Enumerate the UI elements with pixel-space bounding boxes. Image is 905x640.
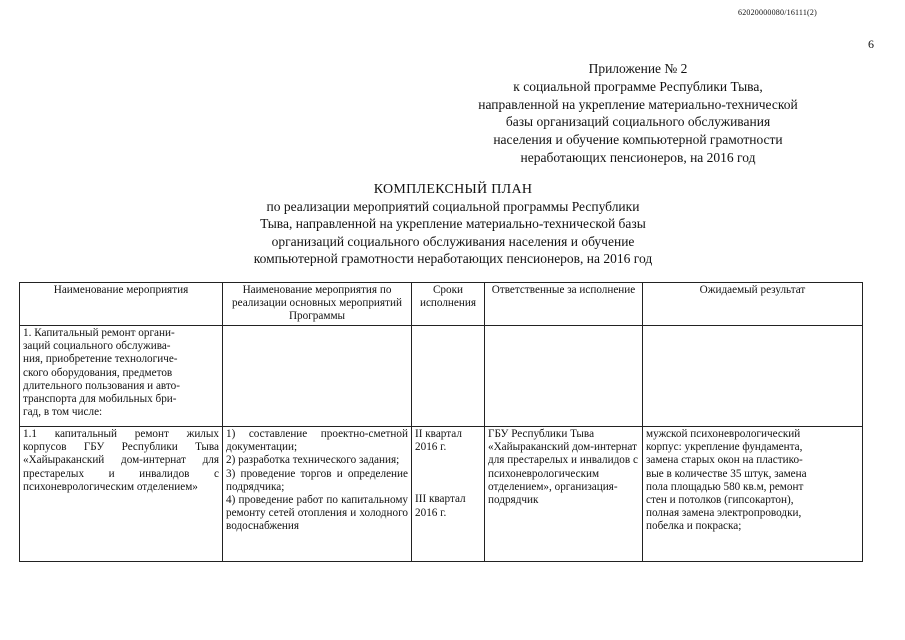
result-line: замена старых окон на пластико- [646,454,803,467]
plan-subtitle-line: по реализации мероприятий социальной программы Республики [266,199,640,215]
action-item: 3) проведение торгов и определение подрядчика; [226,467,408,493]
appendix-line: базы организаций социального обслуживания [505,114,771,130]
appendix-line: неработающих пенсионеров, на 2016 год [520,149,756,165]
section-cell [20,326,223,427]
column-header: Сроки исполнения [412,283,485,326]
row-result-cell [643,427,863,562]
column-header: Наименование мероприятия по реализации основных мероприятий Программы [223,283,412,326]
section-line: заций социального обслужива- [23,340,171,353]
action-item: 2) разработка технического задания; [226,454,400,467]
action-item: 4) проведение работ по капитальному ремонту сетей отопления и холодного водоснабжения [226,494,408,533]
table-cell [643,326,863,427]
term-item: III квартал 2016 г. [415,493,466,519]
term-item: II квартал 2016 г. [415,428,462,454]
table-row [20,326,863,427]
column-header: Ответственные за исполнение [485,283,643,326]
column-header: Наименование мероприятия [20,283,223,326]
section-line: длительного пользования и авто- [23,379,180,392]
table-cell [412,326,485,427]
plan-subtitle-line: Тыва, направленной на укрепление материально-технической базы [260,216,646,232]
table-cell [223,326,412,427]
row-name-cell: 1.1 капитальный ремонт жилых корпусов ГБУ Республики Тыва «Хайыраканский дом-интернат для престарелых и инвалидов с психоневрологическим отделением» [20,427,223,562]
appendix-line: населения и обучение компьютерной грамотности [493,132,783,148]
result-line: корпус: укрепление фундамента, [646,441,803,454]
plan-subtitle-line: компьютерной грамотности неработающих пенсионеров, на 2016 год [253,250,653,266]
table-row [20,427,863,562]
appendix-line: Приложение № 2 [588,61,688,76]
column-header: Ожидаемый результат [643,283,863,326]
row-actions-cell [223,427,412,562]
plan-subtitle-line: организаций социального обслуживания населения и обучение [271,233,635,249]
plan-title: КОМПЛЕКСНЫЙ ПЛАН [373,182,533,197]
table-header-row [20,283,863,326]
appendix-line: направленной на укрепление материально-технической [478,96,798,112]
table-cell [485,326,643,427]
row-terms-cell [412,427,485,562]
plan-heading [203,181,703,267]
section-line: транспорта для мобильных бри- [23,393,177,406]
appendix-line: к социальной программе Республики Тыва, [513,78,763,94]
plan-table [19,282,863,562]
result-line: стен и потолков (гипсокартон), [646,494,794,507]
appendix-heading [428,60,848,167]
section-line: ского оборудования, предметов [23,366,173,379]
section-line: 1. Капитальный ремонт органи- [23,327,175,339]
document-id: 62020000080/16111(2) [738,8,817,17]
result-line: полная замена электропроводки, [646,507,802,520]
page-number: 6 [868,37,874,51]
action-item: 1) составление проектно-сметной документации; [226,428,408,454]
row-responsible-cell: ГБУ Республики Тыва «Хайыраканский дом-интернат для престарелых и инвалидов с психоневрологическим отделением», организация-подрядчик [485,427,643,562]
result-line: мужской психоневрологический [646,428,801,440]
result-line: вые в количестве 35 штук, замена [646,467,807,480]
result-line: побелка и покраска; [646,520,742,533]
result-line: пола площадью 580 кв.м, ремонт [646,480,804,493]
section-line: ния, приобретение технологиче- [23,353,178,366]
section-line: гад, в том числе: [23,406,103,419]
